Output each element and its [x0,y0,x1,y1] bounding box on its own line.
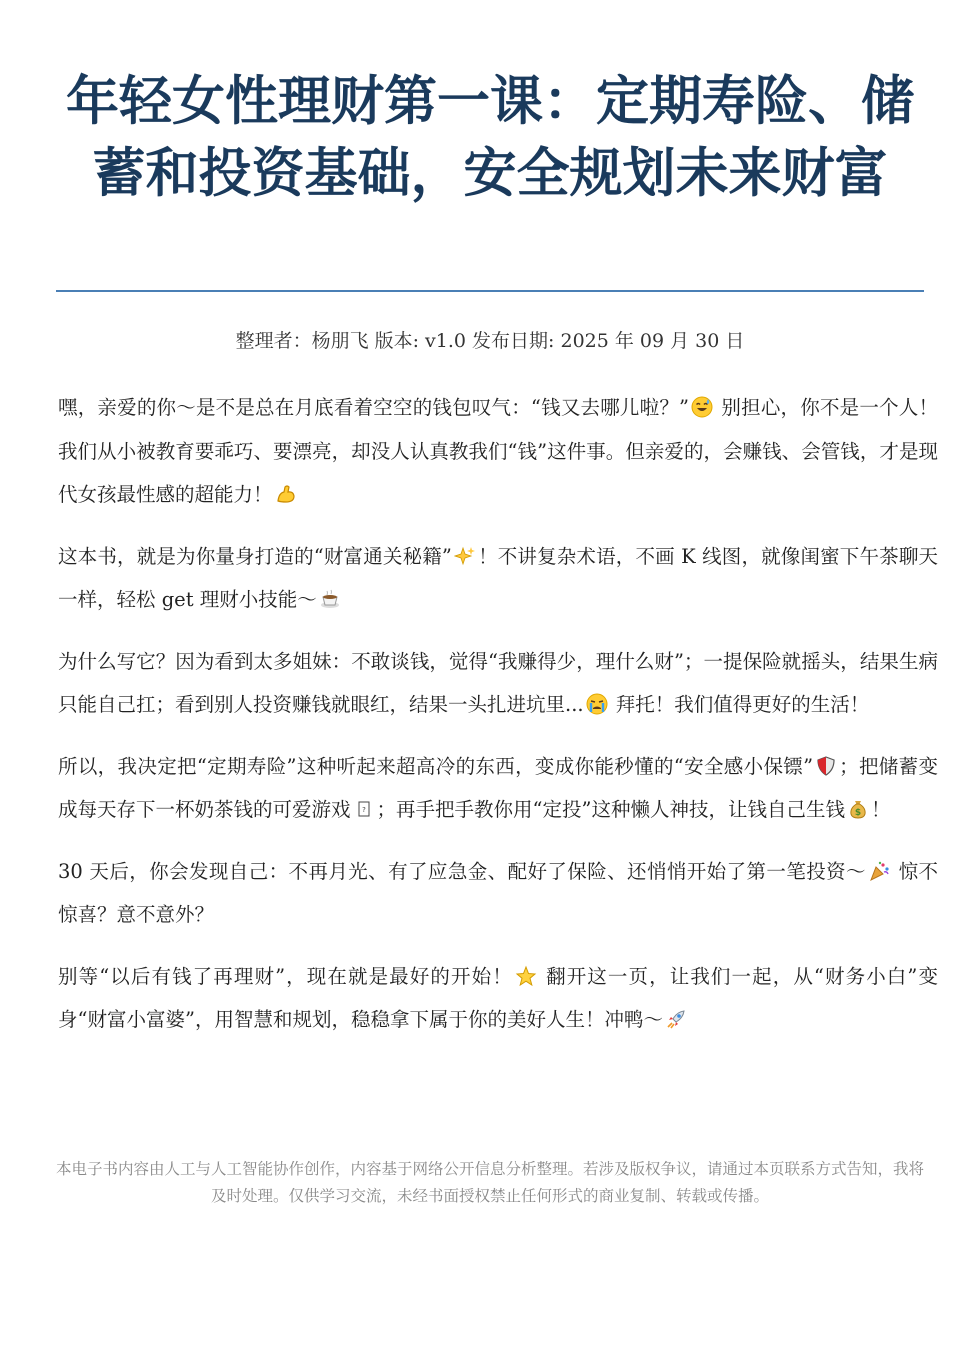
paragraph-text: 别担心，你不是一个人！我们从小被教育要乖巧、要漂亮，却没人认真教我们“钱”这件事。但亲爱的，会赚钱、会管钱，才是现代女孩最性感的超能力！ [58,396,938,506]
paragraph-reasons [58,640,938,727]
flexed-biceps-icon [275,483,297,505]
document-body [58,386,938,1060]
paragraph-text: ；再手把手教你用“定投”这种懒人神技，让钱自己生钱 [376,798,845,821]
document-meta: 整理者：杨朋飞 版本: v1.0 发布日期: 2025 年 09 月 30 日 [235,330,745,352]
paragraph-text: 惊不惊喜？意不意外？ [58,859,939,926]
paragraph-intro [58,386,938,517]
paragraph-purpose [58,535,938,622]
paragraph-text: ！ [870,798,891,821]
paragraph-text: 拜托！我们值得更好的生活！ [609,693,870,716]
paragraph-text: 嘿，亲爱的你～是不是总在月底看着空空的钱包叹气：“钱又去哪儿啦？” [58,396,690,419]
paragraph-plan [58,745,938,832]
page-title: 年轻女性理财第一课：定期寿险、储蓄和投资基础，安全规划未来财富 [66,71,914,204]
paragraph-text: 别等“以后有钱了再理财”，现在就是最好的开始！ [58,964,513,988]
shield-icon [815,755,837,777]
paragraph-text: 这本书，就是为你量身打造的“财富通关秘籍” [58,544,452,568]
paragraph-call-to-action [58,955,938,1042]
paragraph-outcome [58,850,938,937]
copyright-notice: 本电子书内容由人工与人工智能协作创作，内容基于网络公开信息分析整理。若涉及版权争议，请通过本页联系方式告知，我将及时处理。仅供学习交流，未经书面授权禁止任何形式的商业复制、转载或传播。 [56,1160,925,1205]
sweat-smile-icon [691,396,713,418]
rocket-icon [665,1008,687,1030]
missing-glyph-icon [353,798,375,820]
paragraph-text: ！不讲复杂术语，不画 K 线图，就像闺蜜下午茶聊天一样，轻松 get 理财小技能～ [58,544,938,611]
paragraph-text: 为什么写它？因为看到太多姐妹：不敢谈钱，觉得“我赚得少，理什么财”；一提保险就摇头，结果生病只能自己扛；看到别人投资赚钱就眼红，结果一头扎进坑里... [58,649,938,716]
paragraph-text: 30 天后，你会发现自己：不再月光、有了应急金、配好了保险、还悄悄开始了第一笔投资～ [58,859,866,883]
party-popper-icon [868,860,890,882]
glowing-star-icon [515,965,537,987]
money-bag-icon [847,798,869,820]
hot-beverage-icon [319,588,341,610]
svg-text:?: ? [361,806,366,814]
crying-face-icon [586,693,608,715]
paragraph-text: ；把储蓄变成每天存下一杯奶茶钱的可爱游戏 [58,754,938,821]
paragraph-text: 所以，我决定把“定期寿险”这种听起来超高冷的东西，变成你能秒懂的“安全感小保镖” [58,754,814,778]
sparkles-icon [454,545,476,567]
paragraph-text: 翻开这一页，让我们一起，从“财务小白”变身“财富小富婆”，用智慧和规划，稳稳拿下属于你的美好人生！冲鸭～ [58,964,938,1031]
title-divider [56,290,924,292]
svg-text:$: $ [854,808,862,818]
